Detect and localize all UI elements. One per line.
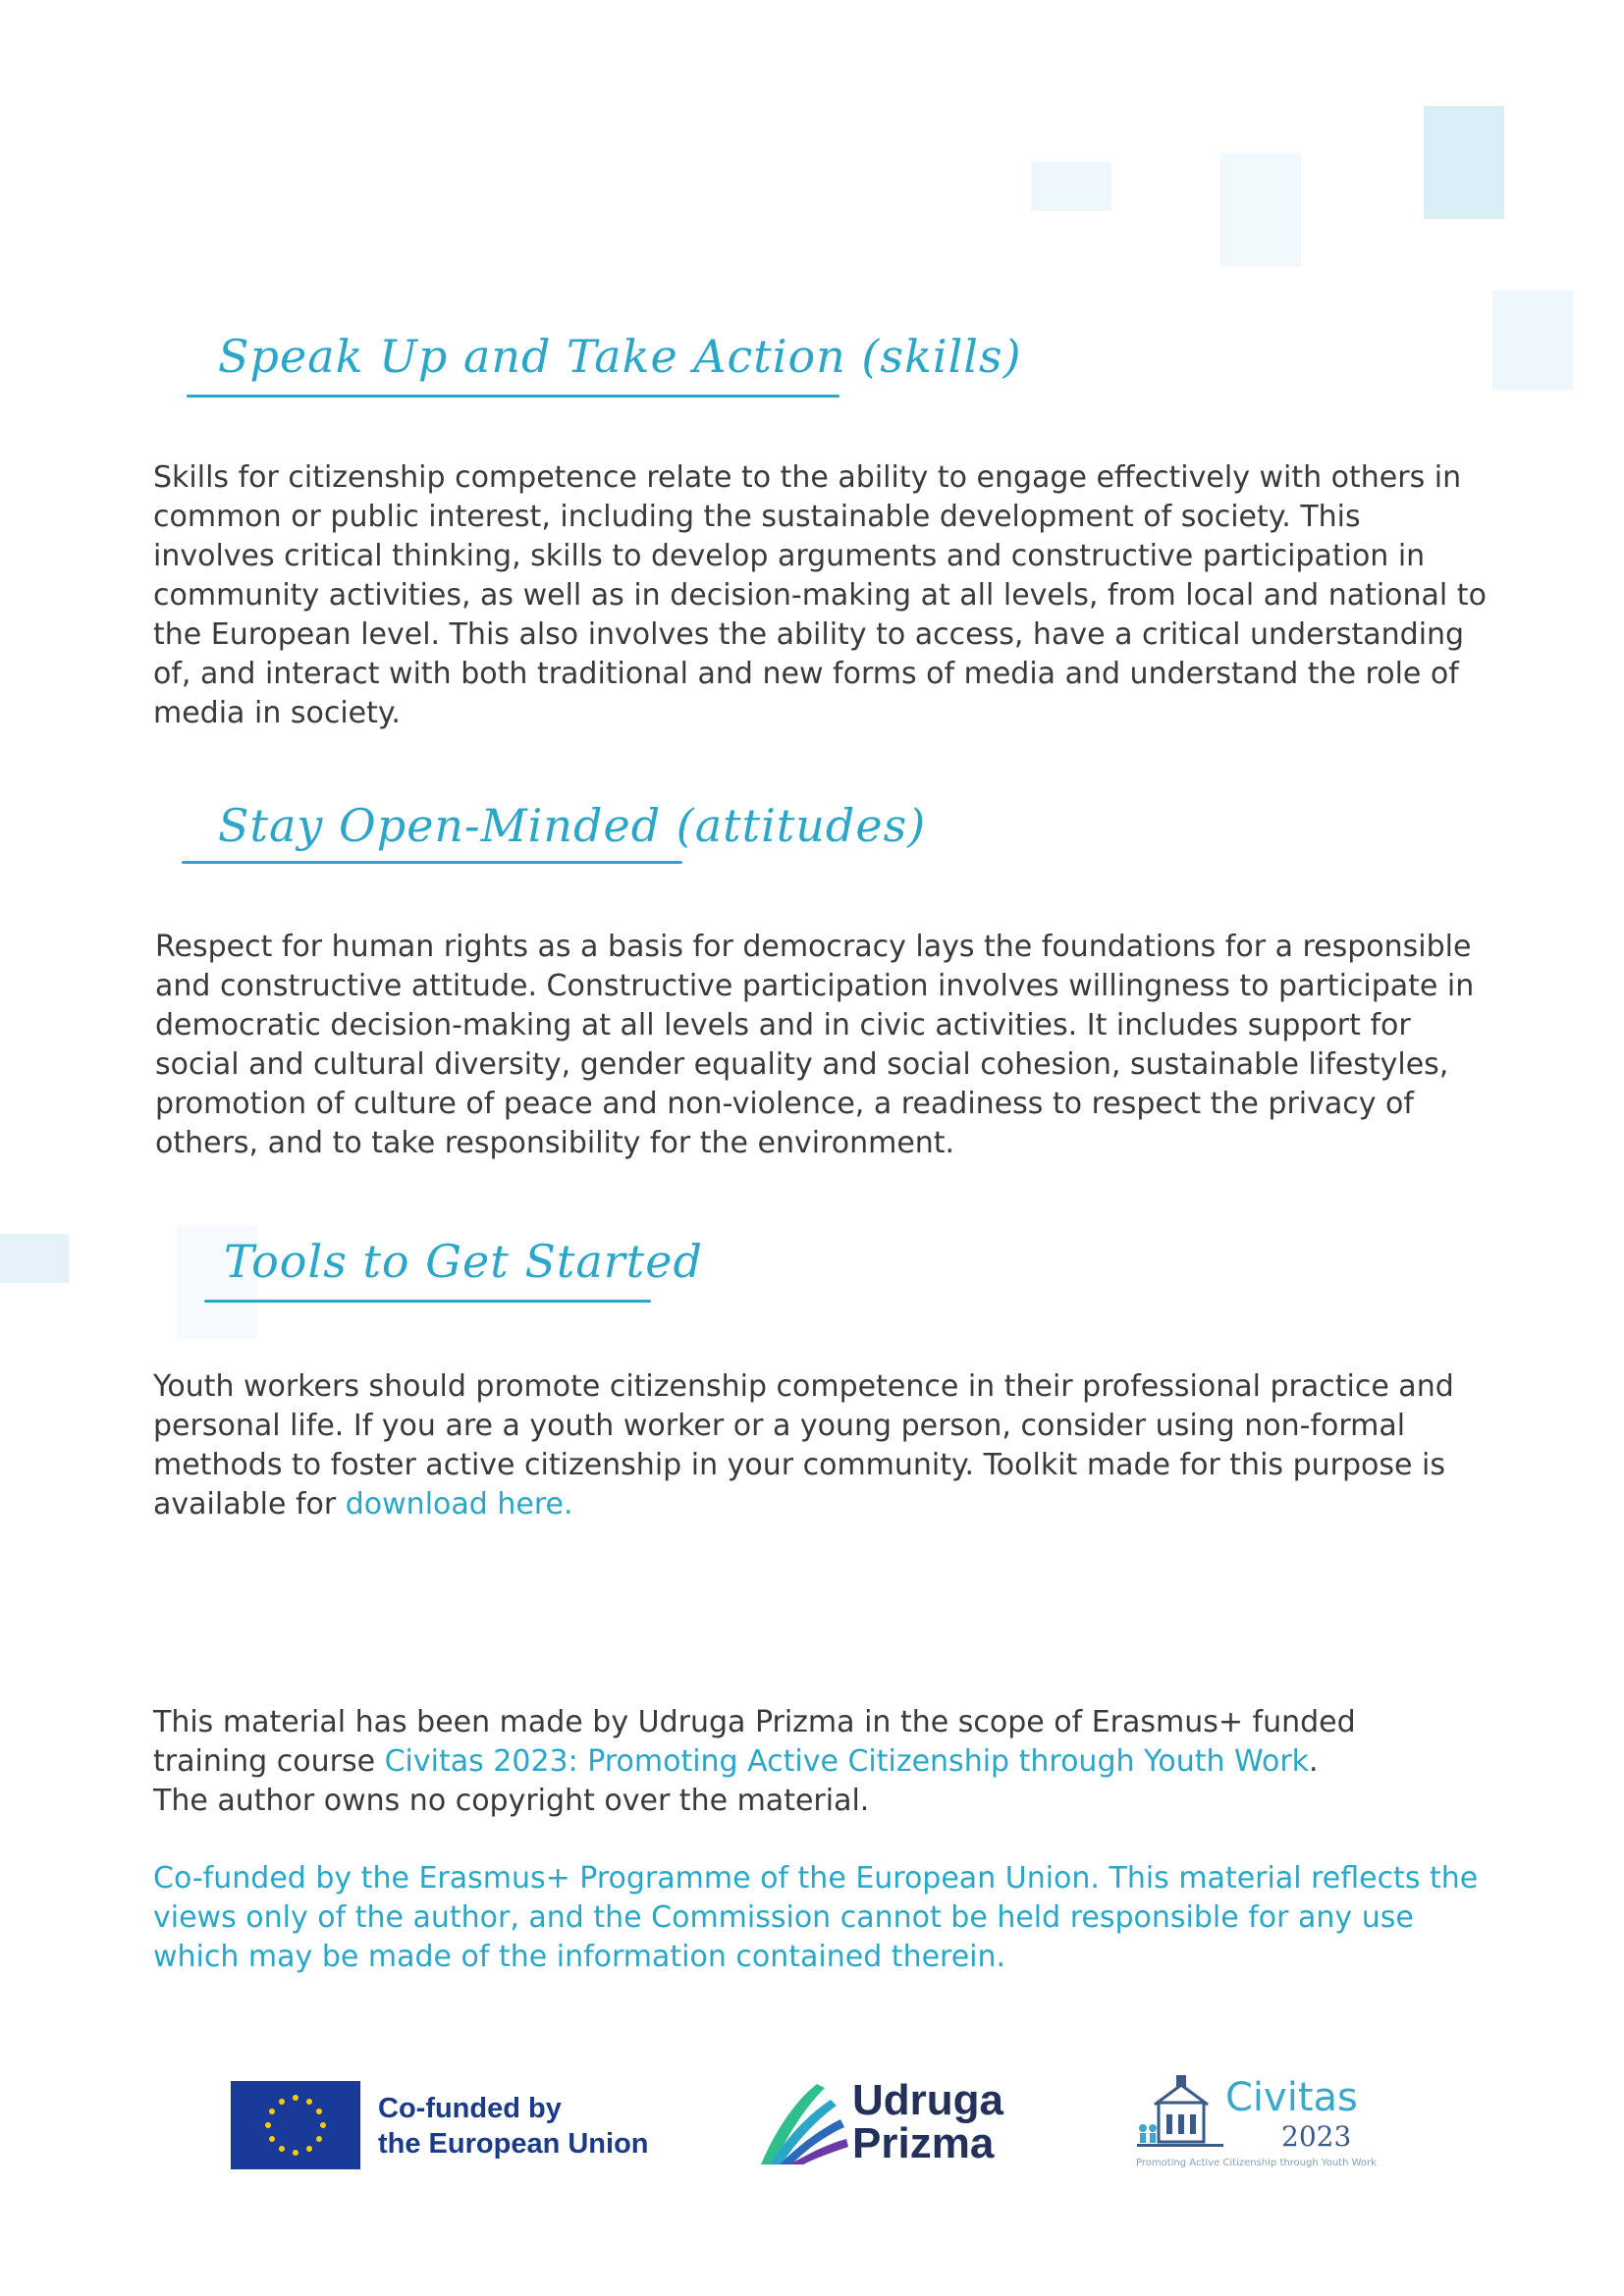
credits-period: .: [1309, 1744, 1319, 1779]
prizma-line1: Udruga: [852, 2076, 1003, 2124]
decor-square: [1031, 162, 1111, 211]
heading-underline: [187, 395, 839, 398]
section-heading-attitudes: Stay Open-Minded (attitudes): [218, 799, 927, 852]
heading-underline: [182, 861, 682, 864]
eu-flag-icon: [231, 2081, 360, 2169]
tools-text: Youth workers should promote citizenship competence in their professional practice and personal life. If you are a youth worker or a young person, consider using non-formal methods to foster active citizenship in your community. Toolkit made for this purpose is available for: [153, 1369, 1454, 1522]
section-heading-skills: Speak Up and Take Action (skills): [218, 330, 1022, 383]
section-body-tools: [153, 1367, 1489, 1524]
eu-cofunded-text: [378, 2091, 649, 2162]
course-link[interactable]: Civitas 2023: Promoting Active Citizenship through Youth Work: [384, 1744, 1310, 1779]
civitas-building-icon: [1137, 2073, 1223, 2152]
prizma-logo-text: [852, 2076, 1003, 2167]
decor-square: [1220, 153, 1301, 267]
decor-square: [1492, 291, 1573, 391]
civitas-logo-tagline: Promoting Active Citizenship through Youth Work: [1136, 2158, 1377, 2168]
prizma-line2: Prizma: [852, 2119, 995, 2167]
section-body-attitudes: Respect for human rights as a basis for democracy lays the foundations for a responsible and constructive attitude. Constructive participation involves willingness to participate in democratic decision-making at all levels and in civic activities. It includes support for social and cultural diversity, gender equality and social cohesion, sustainable lifestyles, promotion of culture of peace and non-violence, a readiness to respect the privacy of others, and to take responsibility for the environment.: [155, 930, 1475, 1160]
heading-underline: [204, 1300, 651, 1303]
eu-line1: Co-funded by: [378, 2093, 562, 2124]
eu-line2: the European Union: [378, 2128, 649, 2160]
civitas-logo-year: 2023: [1281, 2120, 1352, 2153]
prizma-logo-icon: [756, 2076, 854, 2169]
credits-line2: The author owns no copyright over the material.: [153, 1784, 870, 1818]
section-heading-tools: Tools to Get Started: [224, 1235, 703, 1288]
decor-square: [0, 1234, 69, 1283]
credits-line1: This material has been made by Udruga Prizma in the scope of Erasmus+ funded training course: [153, 1705, 1356, 1779]
disclaimer: Co-funded by the Erasmus+ Programme of the European Union. This material reflects the views only of the author, and the Commission cannot be held responsible for any use which may be made of the information contained therein.: [153, 1861, 1479, 1974]
civitas-logo-title: Civitas: [1225, 2075, 1358, 2120]
download-link[interactable]: download here.: [345, 1487, 573, 1522]
credits-block: [153, 1703, 1430, 1821]
decor-square: [1424, 106, 1504, 219]
section-body-skills: Skills for citizenship competence relate to the ability to engage effectively with others in common or public interest, including the sustainable development of society. This involves critical thinking, skills to develop arguments and constructive participation in community activities, as well as in decision-making at all levels, from local and national to the European level. This also involves the ability to access, have a critical understanding of, and interact with both traditional and new forms of media and understand the role of media in society.: [153, 460, 1487, 730]
